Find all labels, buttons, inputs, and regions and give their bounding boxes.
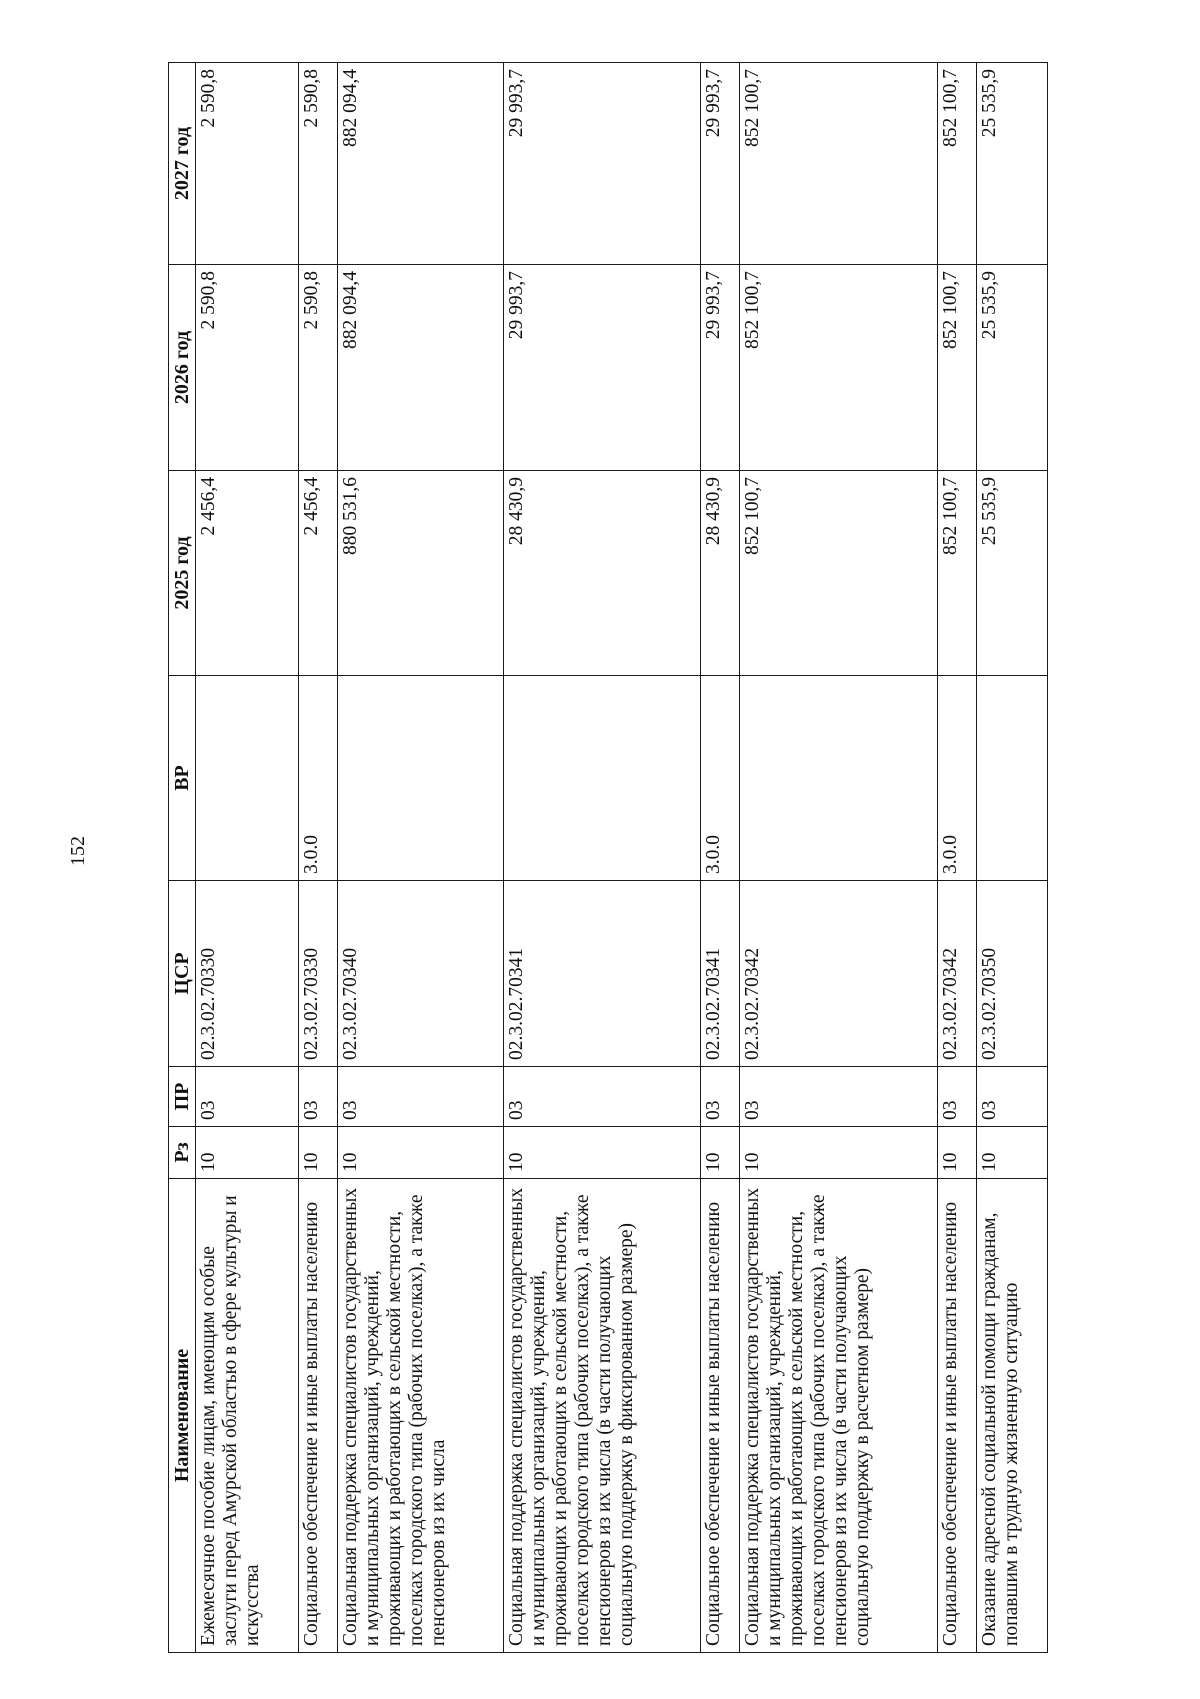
cell-pr: 03 <box>977 1067 1048 1127</box>
cell-name: Социальная поддержка специалистов государственных и муниципальных организаций, учреждений, проживающих и работающих в сельской местности, поселках городского типа (рабочих поселках), а также пенсионеров из их числа (в части получающих социальную поддержку в фиксированном размере) <box>503 1179 701 1653</box>
cell-name: Ежемесячное пособие лицам, имеющим особые заслуги перед Амурской областью в сфере культуры и искусства <box>196 1179 299 1653</box>
table-body <box>196 63 1048 1653</box>
cell-2026: 29 993,7 <box>503 265 701 471</box>
cell-2027: 29 993,7 <box>701 63 740 265</box>
cell-vr: 3.0.0 <box>701 676 740 881</box>
cell-vr <box>337 676 503 881</box>
cell-csr: 02.3.02.70330 <box>196 881 299 1067</box>
cell-2026: 852 100,7 <box>938 265 977 471</box>
header-csr: ЦСР <box>169 881 196 1067</box>
cell-2027: 2 590,8 <box>298 63 337 265</box>
cell-vr <box>503 676 701 881</box>
cell-vr <box>740 676 938 881</box>
cell-csr: 02.3.02.70350 <box>977 881 1048 1067</box>
cell-2026: 2 590,8 <box>196 265 299 471</box>
cell-pr: 03 <box>938 1067 977 1127</box>
table-row <box>977 63 1048 1653</box>
header-pr: ПР <box>169 1067 196 1127</box>
cell-name: Социальная поддержка специалистов государственных и муниципальных организаций, учреждений, проживающих и работающих в сельской местности, поселках городского типа (рабочих поселках), а также пенсионеров из их числа <box>337 1179 503 1653</box>
page-number: 152 <box>67 836 89 866</box>
cell-pr: 03 <box>298 1067 337 1127</box>
cell-pr: 03 <box>503 1067 701 1127</box>
cell-2027: 2 590,8 <box>196 63 299 265</box>
cell-csr: 02.3.02.70330 <box>298 881 337 1067</box>
cell-2027: 882 094,4 <box>337 63 503 265</box>
header-rz: Рз <box>169 1127 196 1179</box>
cell-csr: 02.3.02.70341 <box>503 881 701 1067</box>
cell-2026: 852 100,7 <box>740 265 938 471</box>
cell-csr: 02.3.02.70341 <box>701 881 740 1067</box>
cell-name: Социальное обеспечение и иные выплаты населению <box>298 1179 337 1653</box>
cell-2026: 2 590,8 <box>298 265 337 471</box>
cell-vr <box>977 676 1048 881</box>
table-header <box>169 63 196 1653</box>
cell-2026: 882 094,4 <box>337 265 503 471</box>
header-2027: 2027 год <box>169 63 196 265</box>
header-row <box>169 63 196 1653</box>
table-row <box>196 63 299 1653</box>
table-row <box>337 63 503 1653</box>
cell-2025: 28 430,9 <box>701 471 740 676</box>
header-name: Наименование <box>169 1179 196 1653</box>
cell-pr: 03 <box>701 1067 740 1127</box>
cell-rz: 10 <box>701 1127 740 1179</box>
cell-2025: 28 430,9 <box>503 471 701 676</box>
cell-2025: 880 531,6 <box>337 471 503 676</box>
cell-2027: 852 100,7 <box>740 63 938 265</box>
cell-pr: 03 <box>740 1067 938 1127</box>
cell-rz: 10 <box>938 1127 977 1179</box>
cell-rz: 10 <box>337 1127 503 1179</box>
cell-vr: 3.0.0 <box>938 676 977 881</box>
cell-2025: 25 535,9 <box>977 471 1048 676</box>
cell-csr: 02.3.02.70342 <box>938 881 977 1067</box>
cell-rz: 10 <box>977 1127 1048 1179</box>
cell-2025: 2 456,4 <box>196 471 299 676</box>
header-2025: 2025 год <box>169 471 196 676</box>
budget-table <box>168 62 1048 1653</box>
cell-csr: 02.3.02.70342 <box>740 881 938 1067</box>
cell-2025: 852 100,7 <box>740 471 938 676</box>
cell-2027: 852 100,7 <box>938 63 977 265</box>
cell-2026: 25 535,9 <box>977 265 1048 471</box>
cell-vr <box>196 676 299 881</box>
rotated-table-container <box>168 63 1048 1653</box>
table-row <box>503 63 701 1653</box>
cell-pr: 03 <box>196 1067 299 1127</box>
table-row <box>938 63 977 1653</box>
cell-2027: 25 535,9 <box>977 63 1048 265</box>
cell-csr: 02.3.02.70340 <box>337 881 503 1067</box>
cell-rz: 10 <box>298 1127 337 1179</box>
cell-name: Социальное обеспечение и иные выплаты населению <box>938 1179 977 1653</box>
cell-2025: 852 100,7 <box>938 471 977 676</box>
cell-pr: 03 <box>337 1067 503 1127</box>
cell-name: Социальное обеспечение и иные выплаты населению <box>701 1179 740 1653</box>
table-row <box>298 63 337 1653</box>
cell-2027: 29 993,7 <box>503 63 701 265</box>
cell-vr: 3.0.0 <box>298 676 337 881</box>
cell-rz: 10 <box>503 1127 701 1179</box>
cell-name: Социальная поддержка специалистов государственных и муниципальных организаций, учреждений, проживающих и работающих в сельской местности, поселках городского типа (рабочих поселках), а также пенсионеров из их числа (в части получающих социальную поддержку в расчетном размере) <box>740 1179 938 1653</box>
table-row <box>701 63 740 1653</box>
header-2026: 2026 год <box>169 265 196 471</box>
cell-2025: 2 456,4 <box>298 471 337 676</box>
header-vr: ВР <box>169 676 196 881</box>
cell-rz: 10 <box>740 1127 938 1179</box>
cell-rz: 10 <box>196 1127 299 1179</box>
cell-name: Оказание адресной социальной помощи гражданам, попавшим в трудную жизненную ситуацию <box>977 1179 1048 1653</box>
cell-2026: 29 993,7 <box>701 265 740 471</box>
table-row <box>740 63 938 1653</box>
